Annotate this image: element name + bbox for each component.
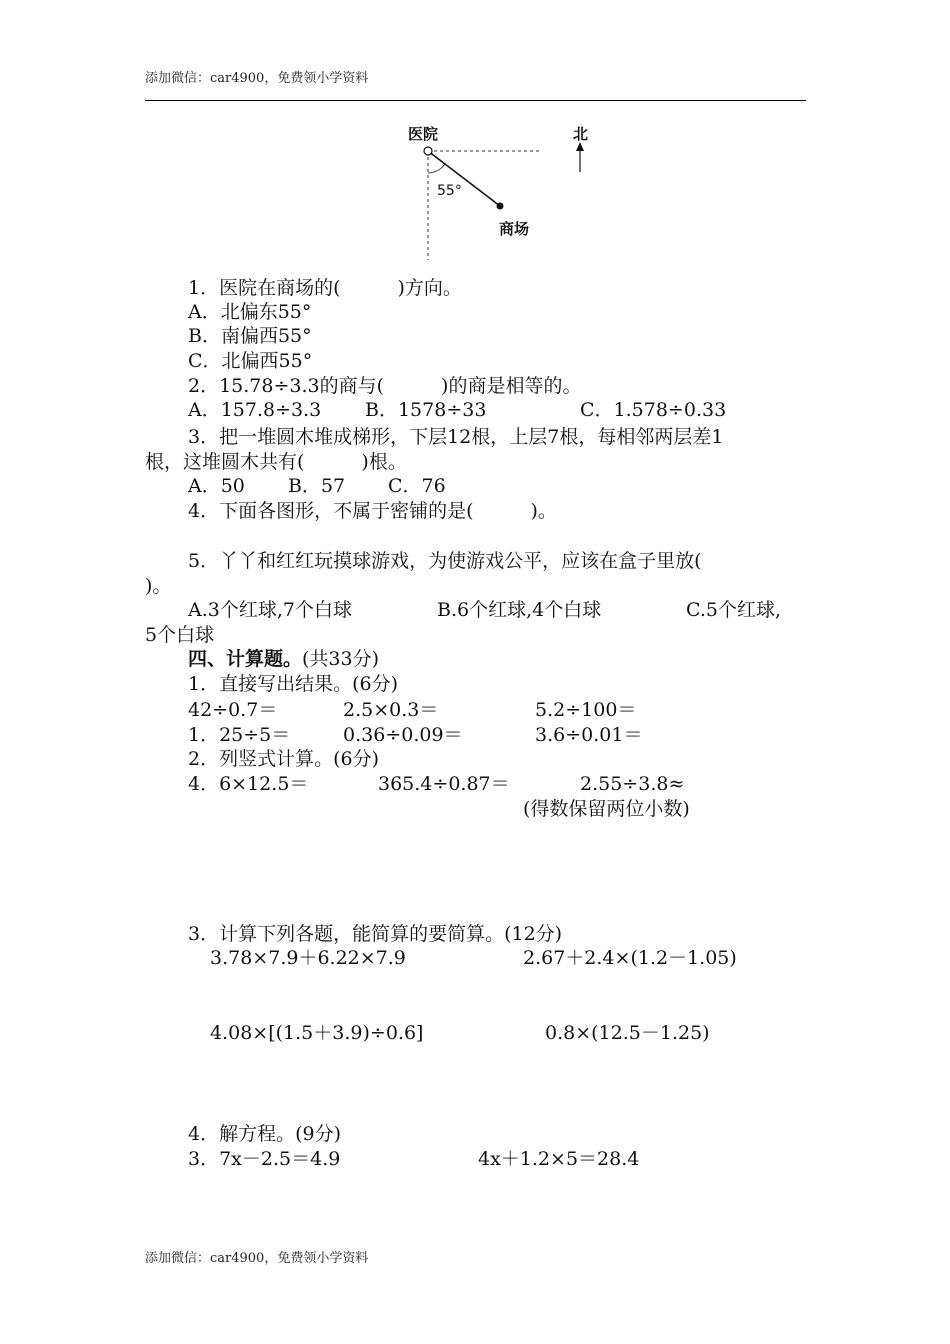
mall-label: 商场 xyxy=(499,220,530,238)
question-3-option-b: B．57 xyxy=(288,475,346,497)
question-2-option-b: B．1578÷33 xyxy=(365,399,487,421)
question-1: 1．医院在商场的( )方向。 xyxy=(188,277,462,299)
calc-1-item-5: 0.36÷0.09＝ xyxy=(343,724,463,746)
question-5-option-c: C.5个红球, xyxy=(686,599,782,621)
calc-4-item-2: 4x＋1.2×5＝28.4 xyxy=(478,1148,640,1170)
question-2: 2．15.78÷3.3的商与( )的商是相等的。 xyxy=(188,375,582,397)
page-footer: 添加微信：car4900，免费领小学资料 xyxy=(145,1251,369,1266)
section-4-title: 四、计算题。 xyxy=(188,648,303,670)
header-rule xyxy=(145,100,806,101)
question-5-line-2: )。 xyxy=(145,575,172,597)
question-1-option-b: B．南偏西55° xyxy=(188,325,312,347)
question-1-option-c: C．北偏西55° xyxy=(188,350,313,372)
hospital-point xyxy=(424,147,432,155)
question-3-option-a: A．50 xyxy=(188,475,245,497)
question-3-option-c: C．76 xyxy=(388,475,446,497)
calc-3-item-3: 4.08×[(1.5＋3.9)÷0.6] xyxy=(210,1022,424,1044)
calc-3-item-1: 3.78×7.9＋6.22×7.9 xyxy=(210,947,406,969)
question-1-option-a: A．北偏东55° xyxy=(188,301,312,323)
section-4-heading xyxy=(188,647,379,671)
mall-point xyxy=(497,203,504,210)
question-2-option-a: A．157.8÷3.3 xyxy=(188,399,322,421)
question-5-option-a: A.3个红球,7个白球 xyxy=(188,599,352,621)
section-4-points: (共33分) xyxy=(302,648,380,670)
calc-1-item-3: 5.2÷100＝ xyxy=(535,699,637,721)
calc-1-item-4: 1．25÷5＝ xyxy=(188,724,291,746)
calc-1-title: 1．直接写出结果。(6分) xyxy=(188,673,399,695)
calc-3-item-2: 2.67＋2.4×(1.2－1.05) xyxy=(523,947,737,969)
calc-1-item-2: 2.5×0.3＝ xyxy=(343,699,439,721)
calc-2-item-2: 365.4÷0.87＝ xyxy=(378,773,510,795)
north-arrow-icon xyxy=(576,142,584,151)
calc-2-item-1: 4．6×12.5＝ xyxy=(188,773,309,795)
calc-3-title: 3．计算下列各题，能简算的要简算。(12分) xyxy=(188,923,563,945)
north-label: 北 xyxy=(573,125,589,143)
question-5-line-1: 5．丫丫和红红玩摸球游戏，为使游戏公平，应该在盒子里放( xyxy=(188,550,702,572)
question-3-line-2: 根，这堆圆木共有( )根。 xyxy=(145,451,407,473)
calc-2-item-3: 2.55÷3.8≈ xyxy=(580,773,685,795)
calc-1-item-6: 3.6÷0.01＝ xyxy=(535,724,643,746)
question-4: 4．下面各图形，不属于密铺的是( )。 xyxy=(188,500,557,522)
hospital-label: 医院 xyxy=(408,125,439,143)
calc-3-item-4: 0.8×(12.5－1.25) xyxy=(545,1022,710,1044)
calc-4-item-1: 3．7x－2.5＝4.9 xyxy=(188,1148,341,1170)
question-2-option-c: C．1.578÷0.33 xyxy=(580,399,727,421)
calc-2-title: 2．列竖式计算。(6分) xyxy=(188,748,380,770)
calc-4-title: 4．解方程。(9分) xyxy=(188,1123,342,1145)
page-header: 添加微信：car4900，免费领小学资料 xyxy=(145,71,369,86)
question-3-line-1: 3．把一堆圆木堆成梯形，下层12根，上层7根，每相邻两层差1 xyxy=(188,426,724,448)
calc-1-item-1: 42÷0.7＝ xyxy=(188,699,278,721)
angle-arc xyxy=(428,164,445,173)
angle-label: 55° xyxy=(437,183,462,199)
question-5-option-b: B.6个红球,4个白球 xyxy=(437,599,602,621)
calc-2-note: (得数保留两位小数) xyxy=(523,798,690,820)
question-5-option-c-continued: 5个白球 xyxy=(145,624,215,646)
direction-figure xyxy=(390,115,610,265)
